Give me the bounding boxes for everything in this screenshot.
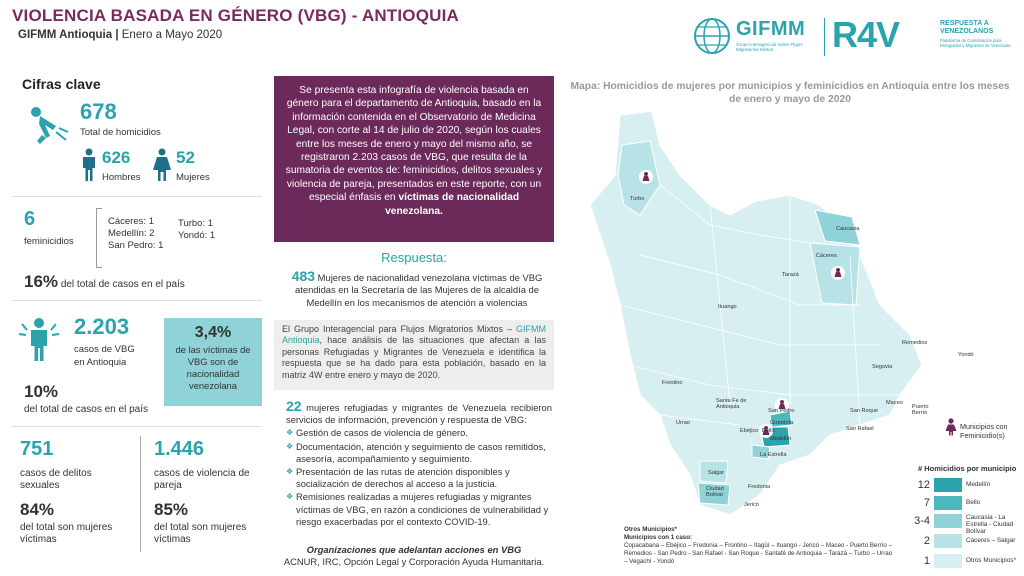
- legend-swatch: [934, 514, 962, 528]
- r4v-logo-subtext: RESPUESTA A VENEZOLANOS: [940, 20, 994, 35]
- map-label-ebejico: Ebéjico: [740, 428, 759, 434]
- legend-num: 2: [923, 535, 930, 547]
- respuesta-list: [286, 427, 552, 528]
- legend-label: Caucasia - La Estrella - Ciudad Bolívar: [966, 514, 1014, 535]
- respuesta-item-2: [286, 400, 552, 528]
- hombres-label: Hombres: [102, 172, 141, 183]
- respuesta-title: Respuesta:: [381, 250, 447, 265]
- vbg-label-1: casos de VBG: [74, 344, 135, 355]
- fem-item: San Pedro: 1: [108, 240, 164, 251]
- legend-swatch: [934, 534, 962, 548]
- list-item: ❖ Gestión de casos de violencia de género.: [286, 427, 552, 439]
- organizaciones: [274, 544, 554, 568]
- vbg-pct-value: 10%: [24, 382, 59, 401]
- map-label-yondo: Yondó: [958, 352, 974, 358]
- map-label-puertoberrio: Puerto Berrío: [912, 404, 929, 417]
- legend-row: [912, 478, 1022, 494]
- intro-text: Se presenta esta infografía de violencia basada en género para el departamento de Antioquia, basado en la información contenida en el Observatorio de Medicina Legal, con corte al 14 de julio de 2020, según los cuales entre los meses de enero y mayo del mismo año, se registraron 2.203 casos de VBG, que resulta de la sumatoria de eventos de: feminicidios, delitos sexuales y violencia de pareja, presentados en este reporte, con un especial énfasis en: [285, 85, 543, 204]
- legend-title: # Homicidios por municipio: [918, 464, 1017, 473]
- pct-pais-value: 16%: [24, 272, 59, 291]
- map-title: Mapa: Homicidios de mujeres por municipios y feminicidios en Antioquia entre los meses de enero y mayo de 2020: [570, 81, 1010, 105]
- fem-list-a: [108, 216, 163, 252]
- respuesta-item-1: [286, 270, 548, 309]
- sexuales-pct: 84%: [20, 500, 55, 519]
- map-label-ituango: Ituango: [718, 304, 737, 310]
- map-label-santafe: Santa Fe de Antioquia: [716, 398, 747, 411]
- falling-person-icon: [26, 104, 70, 146]
- divider: [12, 426, 262, 427]
- feminicidios-bracket: [96, 208, 102, 268]
- antioquia-map: [560, 105, 930, 525]
- sexuales-value: 751: [20, 438, 54, 460]
- venezolana-box: [164, 318, 262, 406]
- map-label-urrao: Urrao: [676, 420, 690, 426]
- map-label-jerico: Jericó: [744, 502, 759, 508]
- list-item: ❖ Presentación de las rutas de atención disponibles y socialización de derechos al acceso a la justicia.: [286, 466, 552, 490]
- map-label-sanroque: San Roque: [850, 408, 878, 414]
- map-label-segovia: Segovia: [872, 364, 893, 370]
- pareja-pct-label: del total son mujeres víctimas: [154, 522, 247, 545]
- gifmm-logo-subtext: Grupo Interagencial sobre Flujos Migratorios Mixtos: [736, 42, 803, 53]
- legend-swatch: [934, 478, 962, 492]
- respuesta-1-value: 483: [291, 268, 316, 284]
- sexuales-pct-label: del total son mujeres víctimas: [20, 522, 113, 545]
- legend-num: 12: [917, 479, 930, 491]
- pareja-pct: 85%: [154, 500, 189, 519]
- intro-box: [274, 76, 554, 242]
- homicidios-total: 678: [80, 99, 117, 124]
- globe-icon: [690, 16, 734, 56]
- legend-label: Otros Municipios*: [966, 557, 1017, 564]
- subtitle-org: GIFMM Antioquia: [18, 29, 113, 41]
- vbg-pct-label: del total de casos en el país: [24, 404, 148, 415]
- venezolana-label: de las víctimas de VBG son de nacionalidad venezolana: [175, 344, 251, 391]
- map-label-estrella: La Estrella: [760, 452, 787, 458]
- fem-marker-caceres: [831, 266, 845, 280]
- map-label-sanpedro: San Pedro: [768, 408, 795, 414]
- r4v-logo: [832, 14, 1012, 58]
- logo-divider: [824, 18, 825, 56]
- fem-list-b: [178, 218, 215, 242]
- r4v-logo-text: R4V: [832, 14, 900, 55]
- map-label-bello: Bello: [762, 428, 775, 434]
- fem-item: Yondó: 1: [178, 230, 216, 241]
- r4v-logo-subtext-2: Plataforma de Coordinación para Refugiados y Migrantes de Venezuela: [940, 38, 1011, 48]
- legend-row: [912, 534, 1022, 550]
- divider: [12, 196, 262, 197]
- pareja-label: casos de violencia de pareja: [154, 468, 250, 491]
- list-item: ❖ Documentación, atención y seguimiento de casos remitidos, asesoría, acompañamiento y seguimiento.: [286, 441, 552, 465]
- otros-municipios: [624, 526, 896, 566]
- gifmm-info-box: [274, 320, 554, 390]
- map-label-fredonia: Fredonia: [748, 484, 771, 490]
- legend-swatch: [934, 496, 962, 510]
- pareja-value: 1.446: [154, 438, 205, 460]
- map-label-turbo: Turbo: [630, 196, 645, 202]
- map-label-taraza: Tarazá: [782, 272, 799, 278]
- feminicidio-legend-label: Municipios con Feminicidio(s): [960, 422, 1008, 440]
- list-item: ❖ Remisiones realizadas a mujeres refugiadas y migrantes víctimas de VBG, en razón a condiciones de vulnerabilidad y riesgo exacerbadas por el contexto COVID-19.: [286, 491, 552, 528]
- venezolana-pct: 3,4%: [194, 324, 232, 341]
- map-label-medellin: Medellín: [770, 436, 792, 442]
- legend-swatch: [934, 554, 962, 568]
- otros-title: Otros Municipios*: [624, 526, 677, 533]
- vbg-label-2: en Antioquia: [74, 357, 127, 368]
- respuesta-2-value: 22: [286, 398, 302, 414]
- subtitle-separator: |: [115, 29, 119, 41]
- map-label-caucasia: Caucasia: [836, 226, 860, 232]
- gifmm-logo-text: GIFMM: [736, 18, 806, 40]
- legend-label: Bello: [966, 499, 981, 506]
- page-title: VIOLENCIA BASADA EN GÉNERO (VBG) - ANTIOQUIA: [12, 6, 460, 25]
- otros-list: Copacabana – Ebéjico – Fredonia – Frontino – Itagüí – Ituango - Jericó – Maceo - Puerto Berrío – Remedios - San Pedro - San Rafael - San Roque - Santafé de Antioquia – Tarazá – Turbo – Urrao – Vegachí - Yondó: [624, 542, 893, 565]
- page-subtitle: [18, 29, 222, 41]
- map-label-ciudadbolivar: Ciudad Bolívar: [706, 486, 724, 499]
- legend-label: Cáceres – Salgar: [966, 537, 1016, 544]
- man-icon: [80, 148, 98, 182]
- gifmm-text-rest: , hace análisis de las situaciones que afectan a las personas Refugiadas y Migrantes de Venezuela e identifica la respuesta que se ha dado para esta población, basado en la matriz 4W entre enero y mayo de 2020.: [282, 335, 546, 380]
- vbg-person-icon: [14, 316, 64, 362]
- subtitle-period: Enero a Mayo 2020: [121, 29, 223, 41]
- legend-row: [912, 514, 1022, 535]
- intro-emphasis: víctimas de nacionalidad venezolana.: [385, 192, 520, 217]
- legend-num: 3-4: [914, 515, 930, 527]
- orgs-list: ACNUR, IRC, Opción Legal y Corporación Ayuda Humanitaria.: [283, 556, 545, 567]
- feminicidios-value: 6: [24, 208, 36, 230]
- fem-marker-turbo: [639, 170, 653, 184]
- fem-item: Turbo: 1: [178, 218, 214, 229]
- sexuales-label: casos de delitos sexuales: [20, 468, 92, 491]
- divider: [12, 300, 262, 301]
- map-label-sanrafael: San Rafael: [846, 426, 874, 432]
- orgs-title: Organizaciones que adelantan acciones en VBG: [306, 544, 522, 555]
- gifmm-logo: [690, 16, 815, 58]
- mujeres-value: 52: [176, 148, 195, 167]
- pct-pais-label: del total de casos en el país: [60, 279, 185, 290]
- legend-label: Medellín: [966, 481, 991, 488]
- legend-row: [912, 496, 1022, 512]
- fem-item: Cáceres: 1: [108, 216, 154, 227]
- gifmm-text-org: GIFMM Antioquia: [282, 324, 546, 346]
- hombres-value: 626: [102, 148, 131, 167]
- legend-num: 1: [923, 555, 930, 567]
- divider-vertical: [140, 436, 141, 552]
- fem-item: Medellín: 2: [108, 228, 155, 239]
- map-label-frontino: Frontino: [662, 380, 683, 386]
- map-label-remedios: Remedios: [902, 340, 928, 346]
- respuesta-2-intro: [286, 400, 552, 426]
- gifmm-text-prefix: El Grupo Interagencial para Flujos Migratorios Mixtos –: [282, 324, 512, 334]
- cifras-title: Cifras clave: [22, 76, 101, 92]
- legend-num: 7: [923, 497, 930, 509]
- map-label-maceo: Maceo: [886, 400, 903, 406]
- otros-sub: Municipios con 1 caso:: [624, 534, 693, 541]
- legend-row: [912, 554, 1022, 570]
- homicidios-label: Total de homicidios: [80, 127, 161, 138]
- map-label-salgar: Salgar: [708, 470, 725, 476]
- feminicidios-label: feminicidios: [24, 236, 74, 247]
- pct-pais: [24, 272, 185, 292]
- map-label-caceres: Cáceres: [816, 253, 837, 259]
- woman-icon: [152, 148, 172, 182]
- respuesta-2-text: mujeres refugiadas y migrantes de Venezuela recibieron servicios de información, prevención y respuesta de VBG:: [286, 402, 552, 426]
- mujeres-label: Mujeres: [176, 172, 210, 183]
- vbg-value: 2.203: [74, 314, 130, 339]
- feminicidio-legend-icon: [944, 418, 958, 436]
- map-label-barbosa: Girardota: [770, 420, 794, 426]
- respuesta-1-text: Mujeres de nacionalidad venezolana víctimas de VBG atendidas en la Secretaría de las Mujeres de la alcaldía de Medellín en los mecanismos de atención a violencias: [295, 272, 543, 308]
